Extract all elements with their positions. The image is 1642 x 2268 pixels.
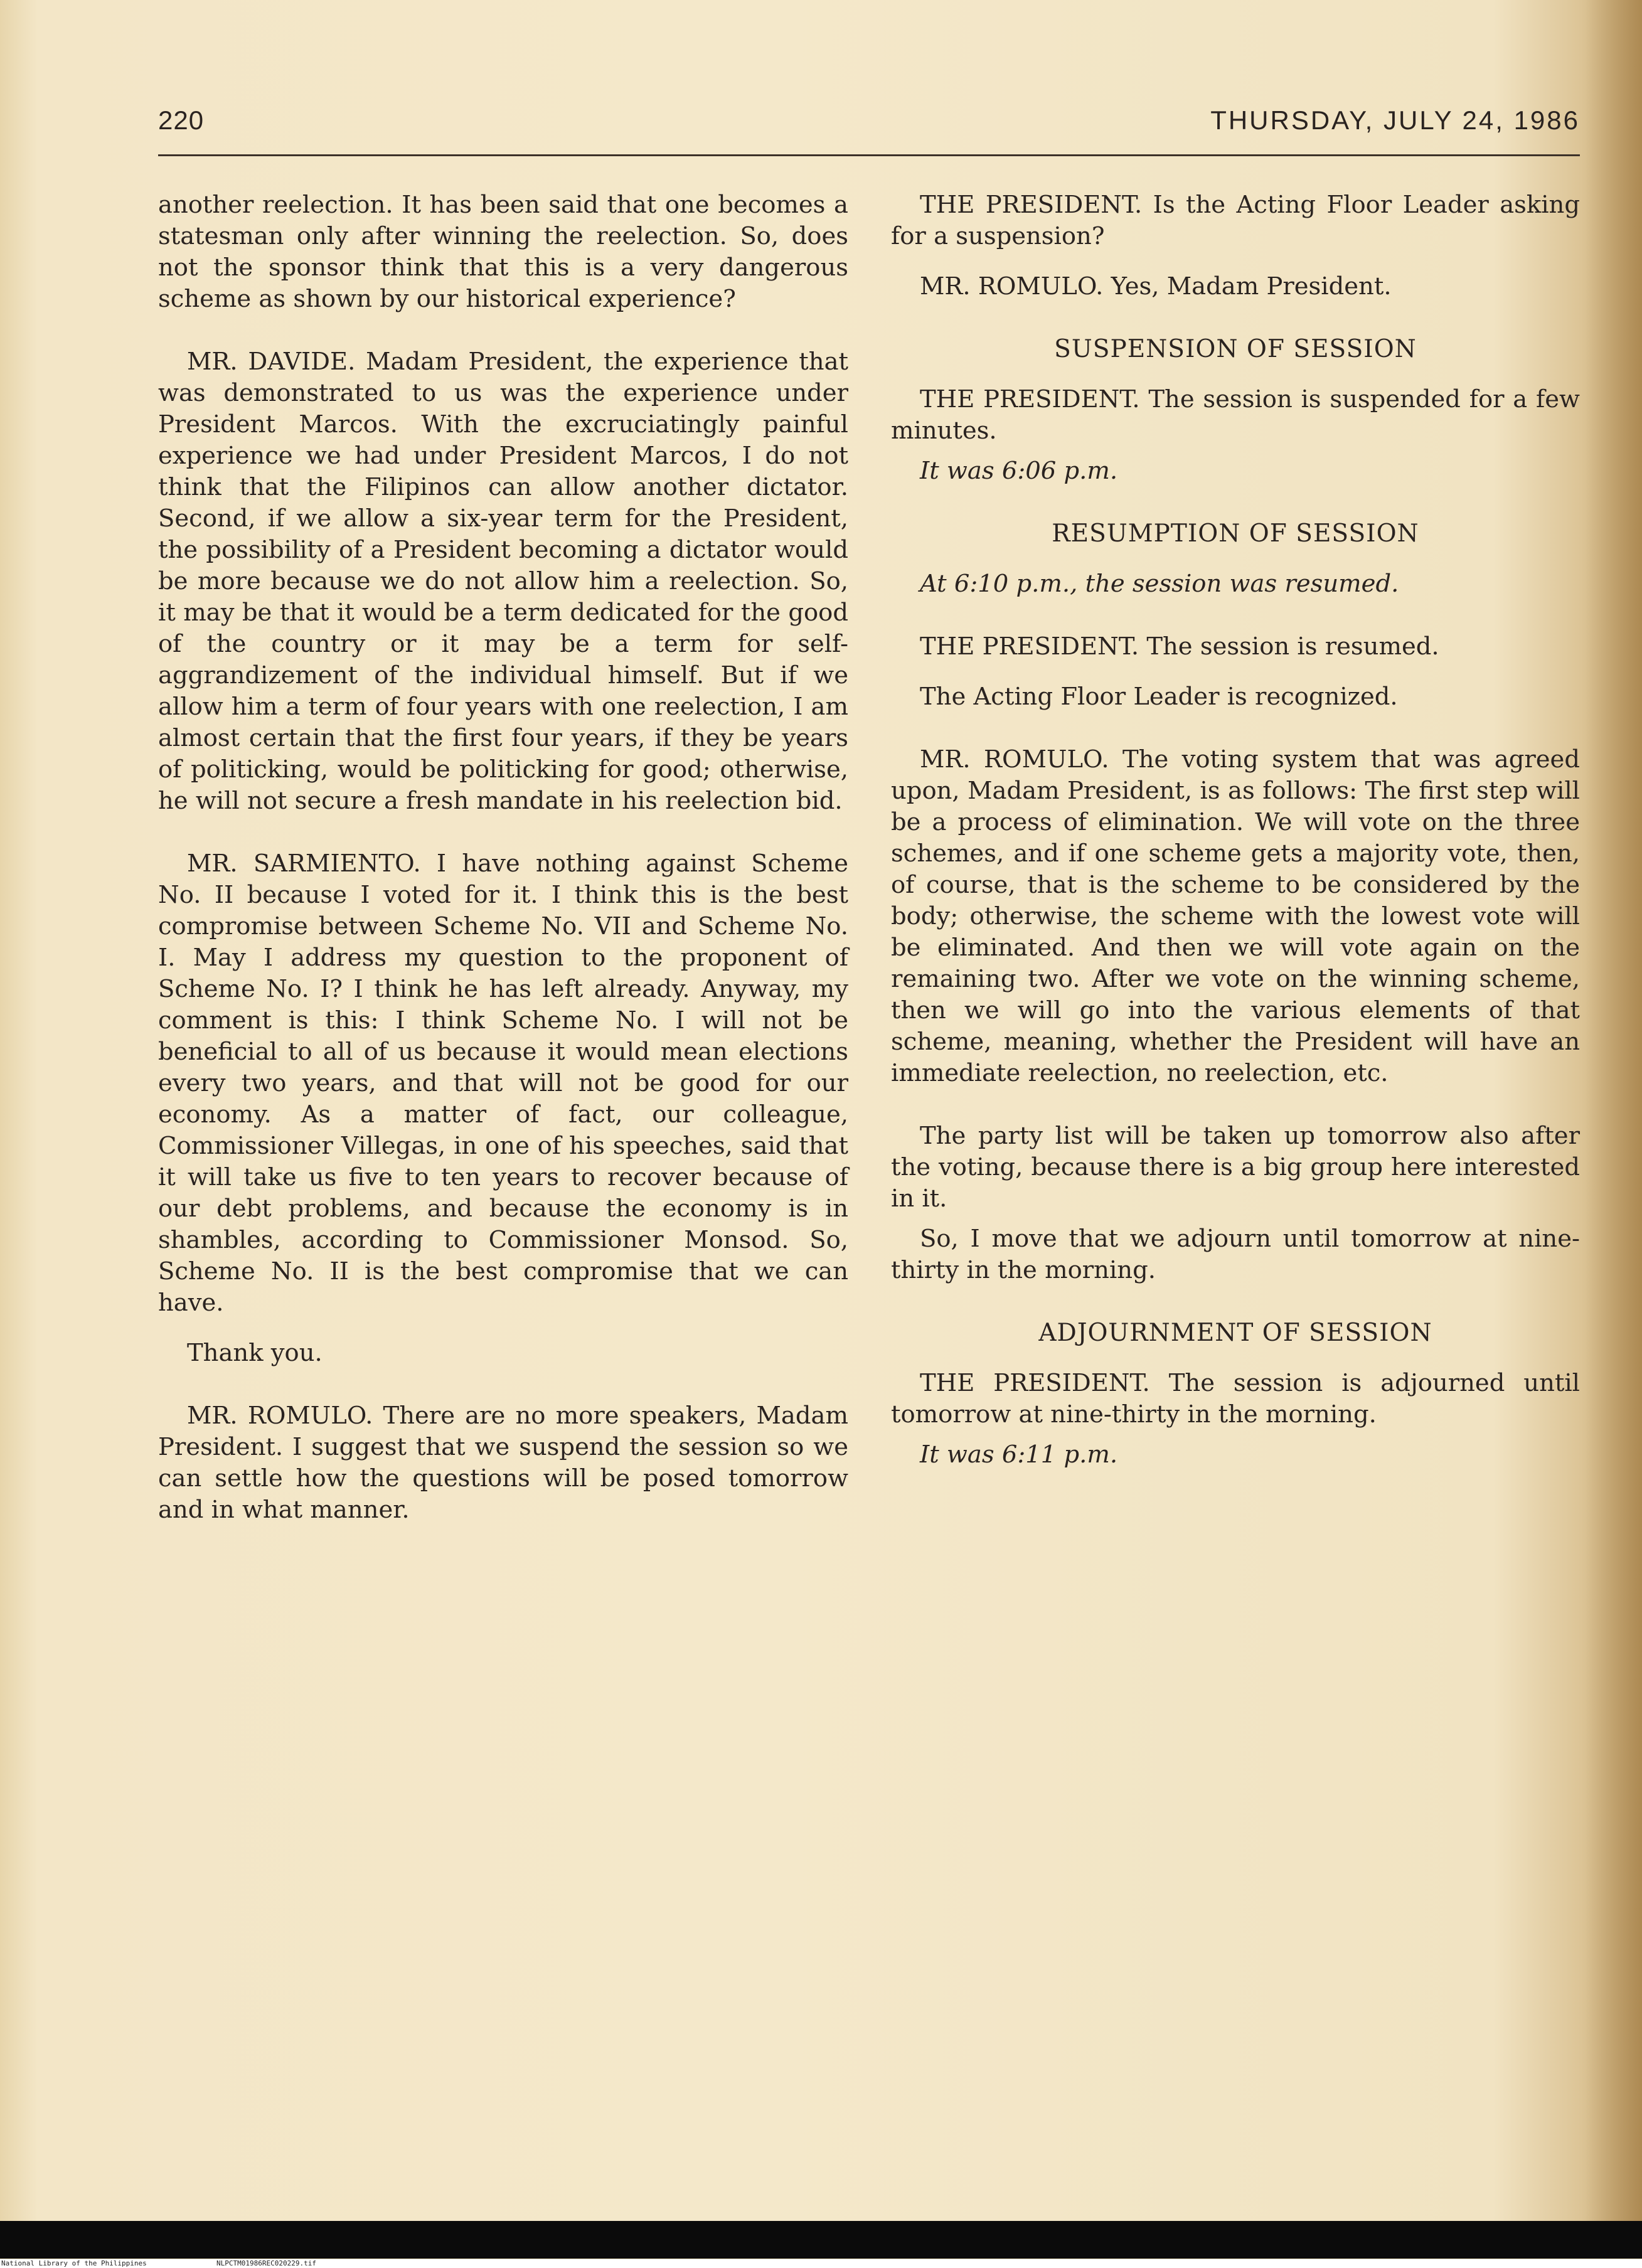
binding-shadow (1586, 0, 1642, 2221)
scan-footer (0, 2259, 1642, 2268)
paragraph: MR. DAVIDE. Madam President, the experience that was demonstrated to us was the experience under President Marcos. With the excruciatingly painful experience we had under President Marcos, I do not think that the Filipinos can allow another dictator. Second, if we allow a six-year term for the President, the possibility of a President becoming a dictator would be more because we do not allow him a reelection. So, it may be that it would be a term dedicated for the good of the country or it may be a term for self-aggrandizement of the individual himself. But if we allow him a term of four years with one reelection, I am almost certain that the first four years, if they be years of politicking, would be politicking for good; otherwise, he will not secure a fresh mandate in his reelection bid. (158, 348, 848, 815)
paragraph: The Acting Floor Leader is recognized. (920, 683, 1398, 711)
paragraph: THE PRESIDENT. Is the Acting Floor Leader asking for a suspension? (891, 191, 1580, 250)
right-column (891, 189, 1580, 1471)
paragraph: MR. ROMULO. The voting system that was agreed upon, Madam President, is as follows: The first step will be a process of elimination. We will vote on the three schemes, and if one scheme gets a majority vote, then, of course, that is the scheme to be considered by the body; otherwise, the scheme with the lowest vote will be eliminated. And then we will vote again on the remaining two. After we vote on the winning scheme, then we will go into the various elements of that scheme, meaning, whether the President will have an immediate reelection, no reelection, etc. (891, 745, 1580, 1087)
file-name: NLPCTM01986REC020229.tif (216, 2259, 316, 2267)
scan-border (0, 2221, 1642, 2259)
header-date: THURSDAY, JULY 24, 1986 (1210, 105, 1580, 135)
paragraph: Thank you. (187, 1339, 323, 1367)
library-credit: National Library of the Philippines (1, 2259, 147, 2267)
paragraph: MR. ROMULO. There are no more speakers, Madam President. I suggest that we suspend the session so we can settle how the questions will be posed tomorrow and in what manner. (158, 1402, 848, 1524)
left-column (158, 189, 848, 1526)
time-note: At 6:10 p.m., the session was resumed. (920, 570, 1399, 598)
paragraph: MR. SARMIENTO. I have nothing against Scheme No. II because I voted for it. I think this is the best compromise between Scheme No. VII and Scheme No. I. May I address my question to the proponent of Scheme No. I? I think he has left already. Anyway, my comment is this: I think Scheme No. I will not be beneficial to all of us because it would mean elections every two years, and that will not be good for our economy. As a matter of fact, our colleague, Commissioner Villegas, in one of his speeches, said that it will take us five to ten years to recover because of our debt problems, and because the economy is in shambles, according to Commissioner Monsod. So, Scheme No. II is the best compromise that we can have. (158, 849, 848, 1317)
paragraph: So, I move that we adjourn until tomorrow at nine-thirty in the morning. (891, 1225, 1580, 1284)
page-number: 220 (158, 105, 205, 135)
time-note: It was 6:06 p.m. (920, 457, 1118, 485)
running-header (158, 105, 1580, 149)
paragraph: The party list will be taken up tomorrow also after the voting, because there is a big group here interested in it. (891, 1122, 1580, 1213)
time-note: It was 6:11 p.m. (920, 1440, 1118, 1469)
paragraph: THE PRESIDENT. The session is resumed. (920, 632, 1439, 661)
section-heading: SUSPENSION OF SESSION (1054, 335, 1417, 363)
paragraph: THE PRESIDENT. The session is suspended for a few minutes. (891, 385, 1580, 445)
header-rule (158, 154, 1580, 156)
paragraph: MR. ROMULO. Yes, Madam President. (920, 272, 1392, 301)
paragraph: THE PRESIDENT. The session is adjourned until tomorrow at nine-thirty in the morning. (891, 1369, 1580, 1429)
section-heading: ADJOURNMENT OF SESSION (1038, 1319, 1432, 1347)
section-heading: RESUMPTION OF SESSION (1052, 519, 1419, 548)
paragraph: another reelection. It has been said that one becomes a statesman only after winning the reelection. So, does not the sponsor think that this is a very dangerous scheme as shown by our historical experience? (158, 191, 848, 313)
